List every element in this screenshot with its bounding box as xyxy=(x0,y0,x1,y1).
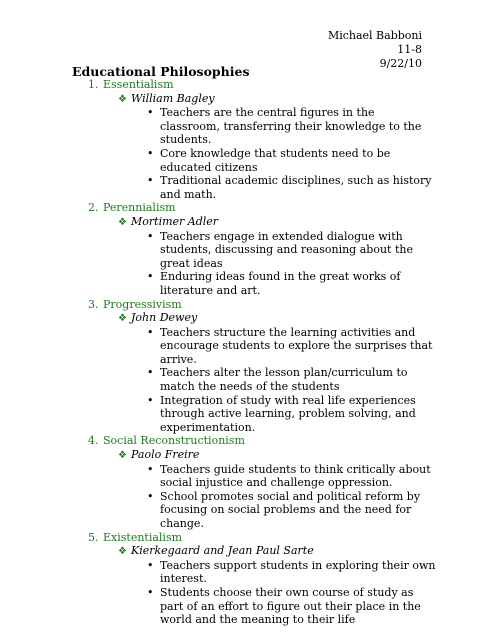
key-point: • School promotes social and political reform by focusing on social problems and the need for change. xyxy=(160,490,436,531)
section-number: 2. xyxy=(88,201,99,215)
philosopher-entry xyxy=(86,448,436,463)
section-heading xyxy=(86,298,436,312)
philosopher-entry xyxy=(86,311,436,326)
philosophy-section xyxy=(86,298,436,435)
philosopher-entry xyxy=(86,92,436,107)
key-points-list xyxy=(86,326,436,435)
philosophy-section xyxy=(86,78,436,201)
philosopher-name: Kierkegaard and Jean Paul Sarte xyxy=(131,544,314,558)
section-title: Essentialism xyxy=(103,78,174,91)
document-date: 9/22/10 xyxy=(379,57,422,70)
philosopher-name: Paolo Freire xyxy=(131,448,200,462)
diamond-bullet-icon: ❖ xyxy=(118,93,127,105)
document-title: Educational Philosophies xyxy=(72,64,250,79)
philosophy-section xyxy=(86,531,436,627)
section-heading xyxy=(86,78,436,92)
key-points-list xyxy=(86,463,436,531)
section-title: Social Reconstructionism xyxy=(103,434,245,448)
section-heading xyxy=(86,201,436,215)
key-point: • Integration of study with real life experiences through active learning, problem solving, and experimentation. xyxy=(160,394,436,435)
key-points-list xyxy=(86,559,436,627)
philosophy-section xyxy=(86,434,436,530)
philosopher-name: William Bagley xyxy=(131,91,215,105)
section-title: Progressivism xyxy=(103,297,182,311)
key-point: • Teachers support students in exploring their own interest. xyxy=(160,559,436,586)
key-points-list xyxy=(86,106,436,201)
key-point: • Traditional academic disciplines, such as history and math. xyxy=(160,174,436,201)
key-point: • Teachers structure the learning activities and encourage students to explore the surprises that arrive. xyxy=(160,326,436,367)
diamond-bullet-icon: ❖ xyxy=(118,313,127,325)
section-number: 4. xyxy=(88,434,99,448)
key-point: • Teachers engage in extended dialogue with students, discussing and reasoning about the great ideas xyxy=(160,230,436,271)
document-header xyxy=(328,29,422,71)
philosopher-name: John Dewey xyxy=(131,311,198,325)
philosophy-list xyxy=(86,78,436,627)
key-points-list xyxy=(86,230,436,298)
philosopher-entry xyxy=(86,544,436,559)
section-heading xyxy=(86,434,436,448)
diamond-bullet-icon: ❖ xyxy=(118,216,127,228)
key-point: • Teachers alter the lesson plan/curriculum to match the needs of the students xyxy=(160,366,436,393)
philosophy-section xyxy=(86,201,436,297)
section-number: 3. xyxy=(88,297,99,311)
key-point: • Core knowledge that students need to be educated citizens xyxy=(160,147,436,174)
key-point: • Enduring ideas found in the great works of literature and art. xyxy=(160,270,436,297)
section-number: 1. xyxy=(88,78,99,91)
philosopher-name: Mortimer Adler xyxy=(131,214,219,228)
philosopher-entry xyxy=(86,215,436,230)
diamond-bullet-icon: ❖ xyxy=(118,450,127,462)
section-number: 5. xyxy=(88,530,99,544)
key-point: • Teachers guide students to think critically about social injustice and challenge oppression. xyxy=(160,463,436,490)
section-heading xyxy=(86,531,436,545)
author-name: Michael Babboni xyxy=(327,29,422,42)
class-period: 11-8 xyxy=(397,43,422,56)
section-title: Existentialism xyxy=(103,530,183,544)
diamond-bullet-icon: ❖ xyxy=(118,546,127,558)
key-point: • Students choose their own course of study as part of an effort to figure out their place in the world and the meaning to their life xyxy=(160,586,436,627)
section-title: Perennialism xyxy=(103,201,176,215)
key-point: • Teachers are the central figures in the classroom, transferring their knowledge to the students. xyxy=(160,106,436,147)
